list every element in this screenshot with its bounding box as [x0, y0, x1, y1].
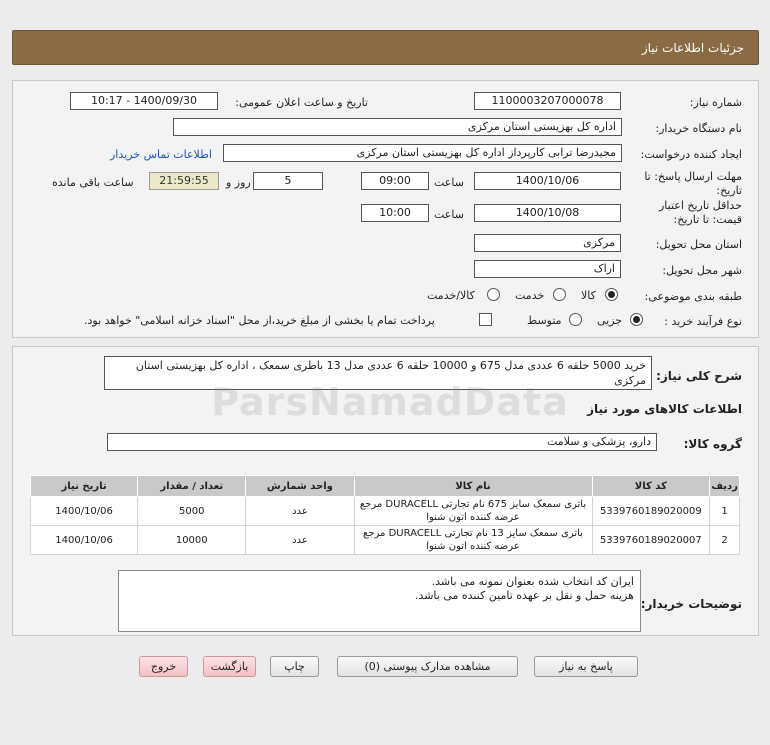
col-name: نام کالا	[354, 476, 592, 497]
reply-button[interactable]: پاسخ به نیاز	[534, 656, 638, 677]
cell-name: باتری سمعک سایز 13 نام تجارتی DURACELL مرجع عرضه کننده اتون شنوا	[354, 526, 592, 555]
summary-label: شرح کلی نیاز:	[656, 369, 742, 383]
buyer-notes-box	[118, 570, 641, 632]
cell-date: 1400/10/06	[31, 526, 138, 555]
validity-label-line2: قیمت: تا تاریخ:	[673, 213, 742, 226]
print-button[interactable]: چاپ	[270, 656, 319, 677]
category-option-service: خدمت	[515, 289, 545, 302]
back-button[interactable]: بازگشت	[203, 656, 256, 677]
process-option-medium: متوسط	[527, 314, 562, 327]
category-radio-service[interactable]	[553, 288, 566, 301]
announce-label: تاریخ و ساعت اعلان عمومی:	[235, 96, 368, 109]
deadline-label-line2: تاریخ:	[716, 184, 742, 197]
need-number-field: 1100003207000078	[474, 92, 621, 110]
goods-section-title: اطلاعات کالاهای مورد نیاز	[587, 402, 742, 416]
goods-table	[30, 475, 740, 555]
cell-unit: عدد	[246, 526, 354, 555]
category-radio-goods[interactable]	[605, 288, 618, 301]
city-label: شهر محل تحویل:	[662, 264, 742, 277]
remaining-label: ساعت باقی مانده	[52, 176, 134, 189]
category-radio-goods-service[interactable]	[487, 288, 500, 301]
col-unit: واحد شمارش	[246, 476, 354, 497]
remaining-time-field: 21:59:55	[149, 172, 219, 190]
cell-name: باتری سمعک سایز 675 نام تجارتی DURACELL مرجع عرضه کننده اتون شنوا	[354, 497, 592, 526]
process-option-minor: جزیی	[597, 314, 623, 327]
announce-field: 1400/09/30 - 10:17	[70, 92, 218, 110]
cell-date: 1400/10/06	[31, 497, 138, 526]
deadline-date-field: 1400/10/06	[474, 172, 621, 190]
col-qty: تعداد / مقدار	[138, 476, 246, 497]
deadline-time-field: 09:00	[361, 172, 429, 190]
category-option-goods-service: کالا/خدمت	[427, 289, 475, 302]
category-label: طبقه بندی موضوعی:	[644, 290, 742, 303]
contact-buyer-link[interactable]: اطلاعات تماس خریدار	[110, 148, 212, 161]
page-title: جزئیات اطلاعات نیاز	[641, 41, 744, 55]
buyer-notes-line1: ایران کد انتخاب شده بعنوان نمونه می باشد.	[431, 575, 634, 588]
requester-label: ایجاد کننده درخواست:	[640, 148, 742, 161]
validity-time-field: 10:00	[361, 204, 429, 222]
cell-row: 2	[710, 526, 740, 555]
deadline-time-label: ساعت	[434, 176, 464, 189]
summary-field: خرید 5000 حلقه 6 عددی مدل 675 و 10000 حلقه 6 عددی مدل 13 باطری سمعک ، اداره کل بهزیستی استان مرکزی	[104, 356, 652, 390]
deadline-label	[644, 170, 742, 198]
table-row	[31, 526, 740, 555]
validity-date-field: 1400/10/08	[474, 204, 621, 222]
exit-button[interactable]: خروج	[139, 656, 188, 677]
attachments-button[interactable]: مشاهده مدارک پیوستی (0)	[337, 656, 518, 677]
category-option-goods: کالا	[581, 289, 596, 302]
cell-code: 5339760189020009	[592, 497, 710, 526]
col-code: کد کالا	[592, 476, 710, 497]
col-row: ردیف	[710, 476, 740, 497]
buyer-org-field: اداره کل بهزیستی استان مرکزی	[173, 118, 622, 136]
deadline-label-line1: مهلت ارسال پاسخ: تا	[644, 170, 742, 183]
page-header	[12, 30, 759, 65]
buyer-org-label: نام دستگاه خریدار:	[655, 122, 742, 135]
validity-time-label: ساعت	[434, 208, 464, 221]
process-radio-medium[interactable]	[569, 313, 582, 326]
need-number-label: شماره نیاز:	[689, 96, 742, 109]
city-field: اراک	[474, 260, 621, 278]
validity-label	[659, 199, 742, 227]
process-radio-minor[interactable]	[630, 313, 643, 326]
requester-field: مجیدرضا ترابی کارپرداز اداره کل بهزیستی استان مرکزی	[223, 144, 622, 162]
table-row	[31, 497, 740, 526]
validity-label-line1: حداقل تاریخ اعتبار	[658, 199, 742, 212]
days-field: 5	[253, 172, 323, 190]
table-header-row	[31, 476, 740, 497]
buyer-notes-label: توضیحات خریدار:	[640, 597, 742, 611]
cell-qty: 5000	[138, 497, 246, 526]
province-field: مرکزی	[474, 234, 621, 252]
days-label: روز و	[226, 176, 251, 189]
goods-group-field: دارو، پزشکی و سلامت	[107, 433, 657, 451]
cell-unit: عدد	[246, 497, 354, 526]
buyer-notes-line2: هزینه حمل و نقل بر عهده تامین کننده می باشد.	[414, 589, 634, 602]
goods-group-label: گروه کالا:	[683, 437, 742, 451]
col-date: تاریخ نیاز	[31, 476, 138, 497]
process-label: نوع فرآیند خرید :	[664, 315, 742, 328]
treasury-payment-checkbox[interactable]	[479, 313, 492, 326]
payment-note: پرداخت تمام یا بخشی از مبلغ خرید،از محل "اسناد خزانه اسلامی" خواهد بود.	[84, 314, 435, 327]
cell-row: 1	[710, 497, 740, 526]
cell-code: 5339760189020007	[592, 526, 710, 555]
cell-qty: 10000	[138, 526, 246, 555]
province-label: استان محل تحویل:	[655, 238, 742, 251]
